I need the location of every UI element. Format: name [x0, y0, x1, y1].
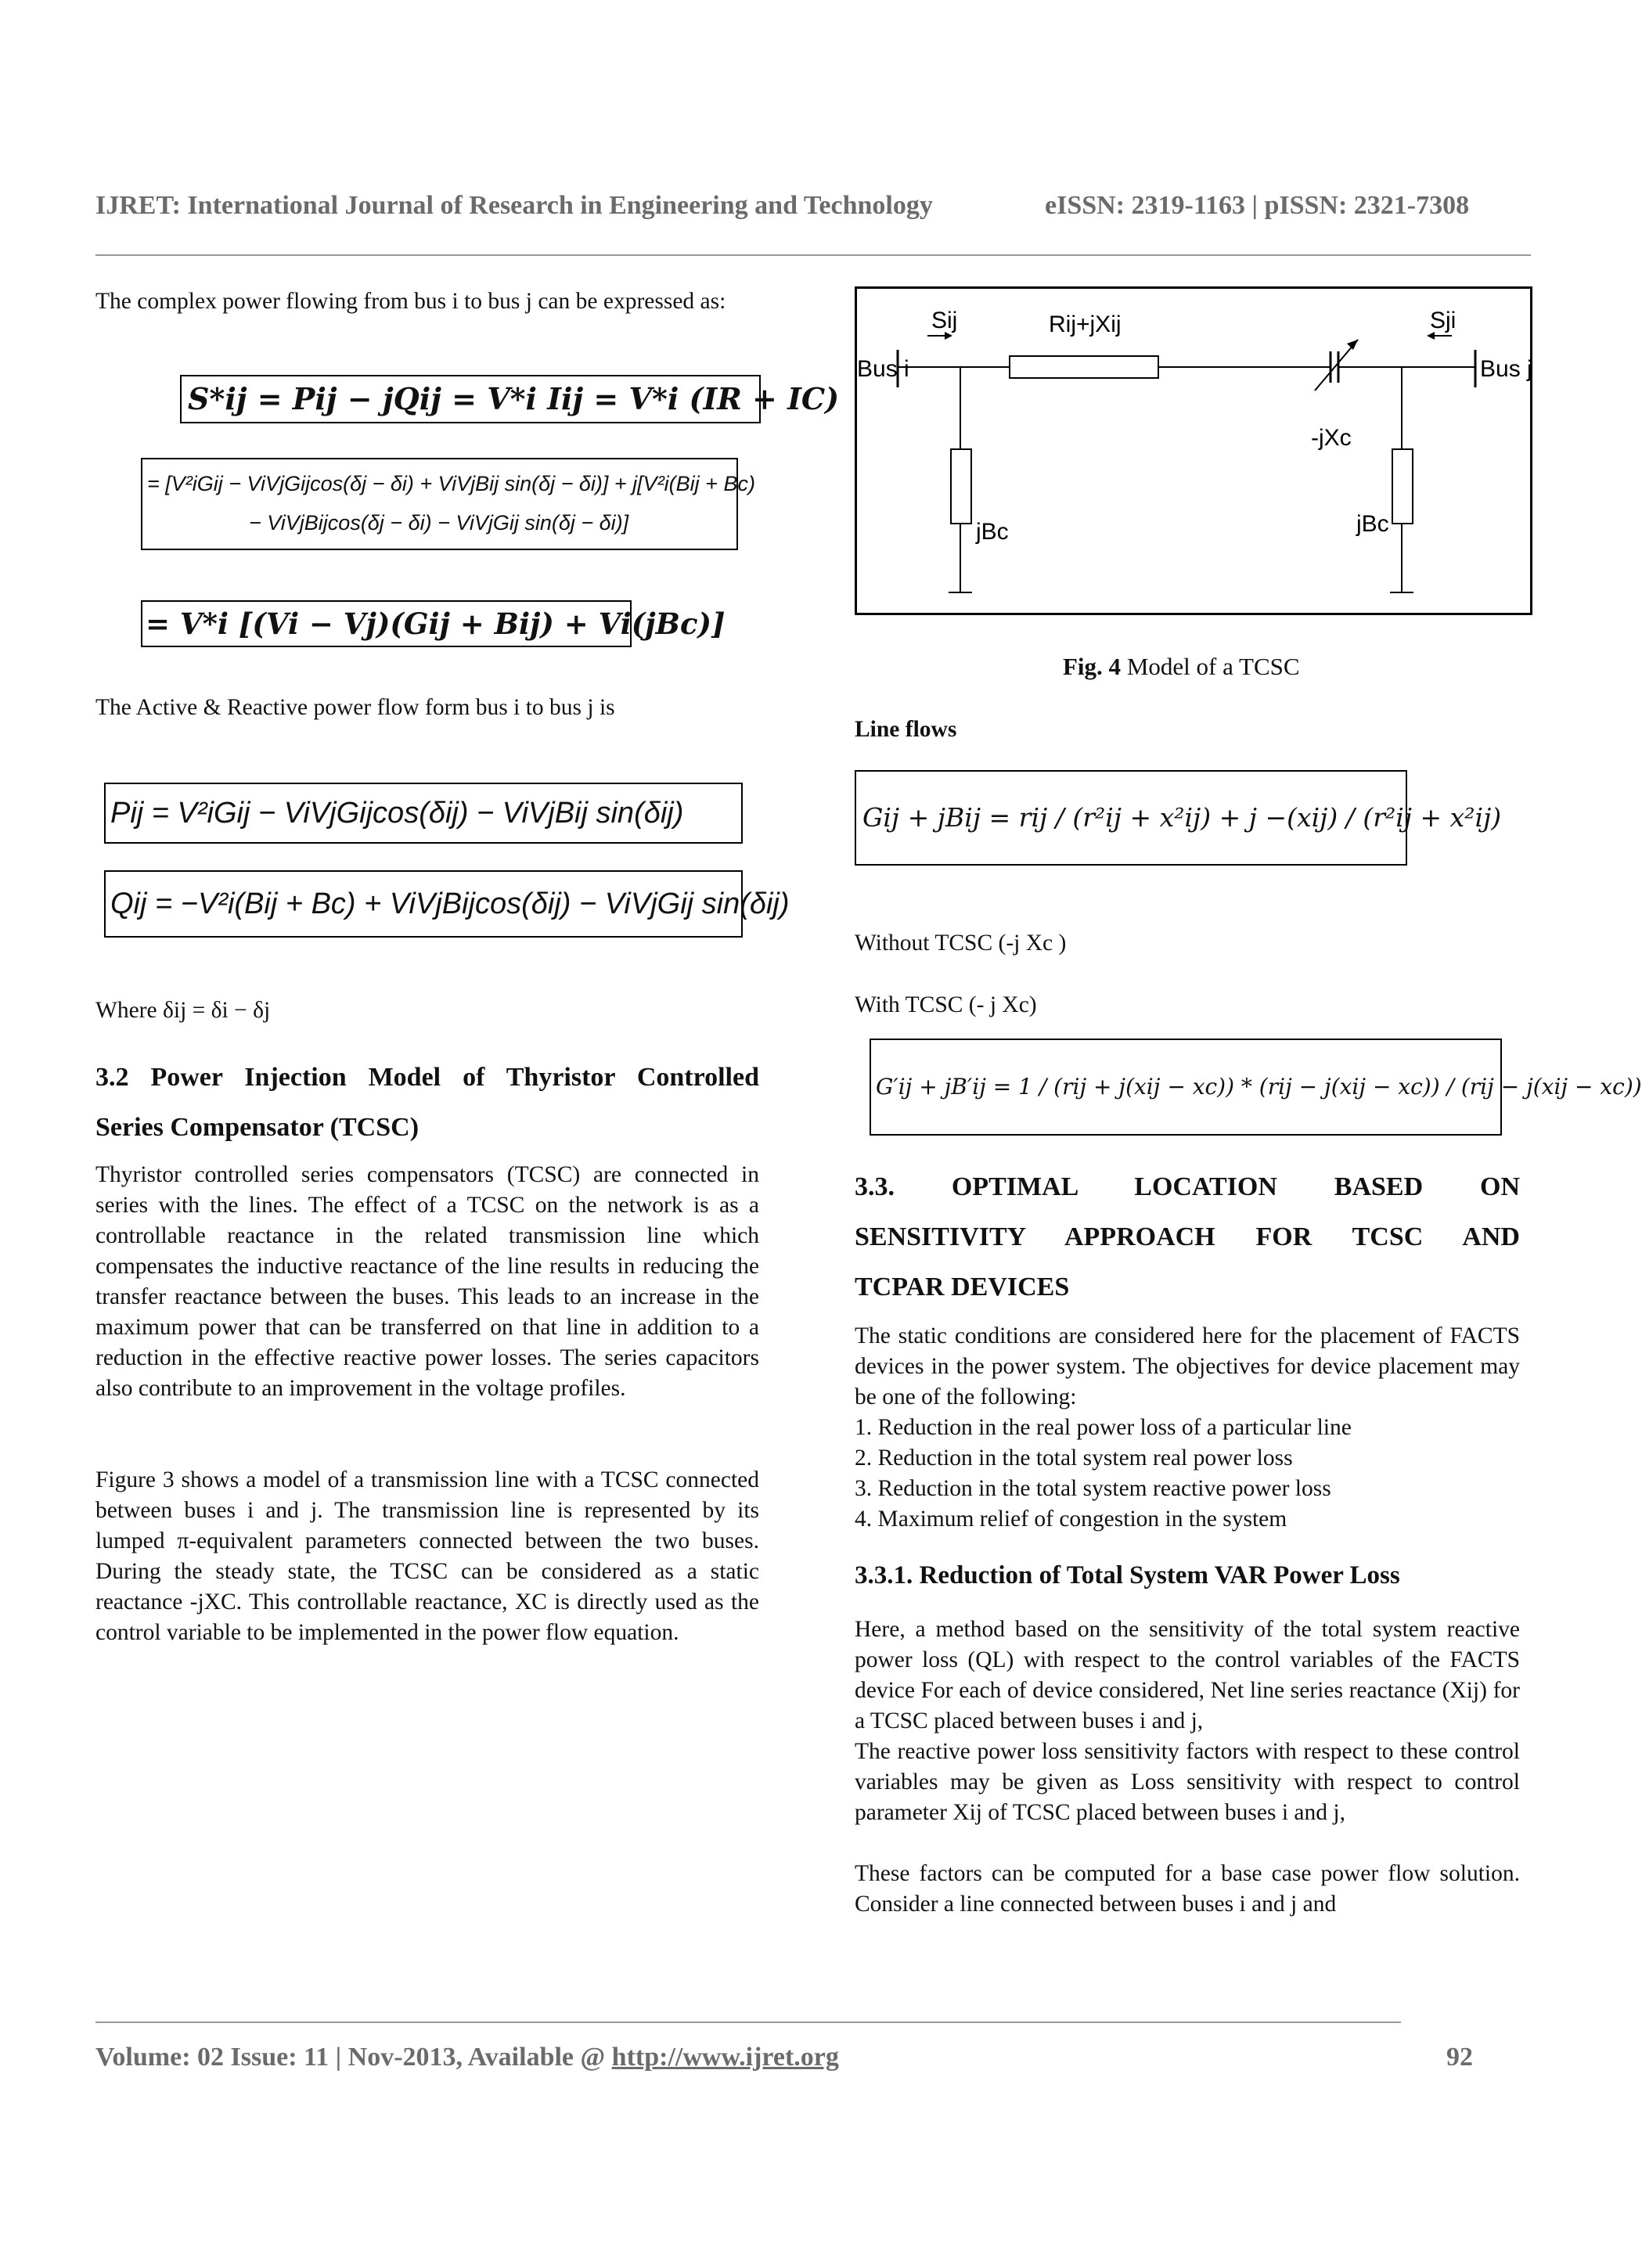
- label-jbc-right: jBc: [1356, 511, 1389, 537]
- where-delta: Where δij = δi − δj: [95, 998, 271, 1023]
- footer-volume: Volume: 02 Issue: 11 | Nov-2013, Available @: [95, 2043, 612, 2072]
- without-tcsc: Without TCSC (-j Xc ): [855, 931, 1067, 956]
- running-header: [95, 191, 1512, 221]
- journal-title: IJRET: International Journal of Research in Engineering and Technology: [95, 191, 933, 220]
- label-jxc: -jXc: [1311, 425, 1352, 451]
- list-item: 4. Maximum relief of congestion in the system: [855, 1507, 1287, 1532]
- equation-complex-power: S*ij = Pij − jQij = V*i Iij = V*i (IR + IC): [180, 375, 761, 423]
- label-bus-i: Bus i: [857, 356, 909, 382]
- issn: eISSN: 2319-1163 | pISSN: 2321-7308: [1045, 191, 1470, 220]
- equation-active-power: Pij = V²iGij − ViVjGijcos(δij) − ViVjBij sin(δij): [104, 783, 743, 844]
- equation-expanded-line2: − ViVjBijcos(δj − δi) − ViVjGij sin(δj − δi)]: [249, 511, 629, 535]
- equation-tcsc-admittance: G′ij + jB′ij = 1 / (rij + j(xij − xc)) * (rij − j(xij − xc)) / (rij − j(xij − xc)): [870, 1039, 1502, 1136]
- label-sij: Sij: [931, 308, 958, 333]
- paragraph-sensitivity: Here, a method based on the sensitivity of the total system reactive power loss (QL) with respect to the control variables of the FACTS device For each of device considered, Net line series reactance (Xij) for a TCSC placed between buses i and j, The reactive power loss sensitivity factors with respect to these control variables may be given as Loss sensitivity with respect to control parameter Xij of TCSC placed between buses i and j, These factors can be computed for a base case power flow solution. Consider a line connected between buses i and j and: [855, 1617, 1520, 1917]
- paragraph-tcsc-intro: Thyristor controlled series compensators (TCSC) are connected in series with the lines. The effect of a TCSC on the network is as a controllable reactance in the related transmission line which compensates the inductive reactance of the line results in reducing the transfer reactance between the buses. This leads to an increase in the maximum power that can be transferred on that line in addition to a reduction in the effective reactive power losses. The series capacitors also contribute to an improvement in the voltage profiles.: [95, 1162, 759, 1401]
- label-bus-j: Bus j: [1480, 356, 1532, 382]
- section-3-2-heading: 3.2 Power Injection Model of Thyristor Controlled Series Compensator (TCSC): [95, 1063, 759, 1142]
- paragraph-complex-power: The complex power flowing from bus i to bus j can be expressed as:: [95, 289, 726, 314]
- equation-expanded-line1: = [V²iGij − ViVjGijcos(δj − δi) + ViVjBij sin(δj − δi)] + j[V²i(Bij + Bc): [147, 472, 755, 495]
- label-jbc-left: jBc: [976, 519, 1009, 545]
- equation-reactive-power: Qij = −V²i(Bij + Bc) + ViVjBijcos(δij) − ViVjGij sin(δij): [104, 870, 743, 938]
- list-item: 2. Reduction in the total system real power loss: [855, 1445, 1293, 1471]
- paragraph-figure-3: Figure 3 shows a model of a transmission line with a TCSC connected between buses i and j. The transmission line is represented by its lumped π-equivalent parameters connected between the two buses. During the steady state, the TCSC can be considered as a static reactance -jXC. This controllable reactance, XC is directly used as the control variable to be implemented in the power flow equation.: [95, 1467, 759, 1645]
- footer-rule: [95, 2021, 1401, 2023]
- paragraph-static-conditions: The static conditions are considered here for the placement of FACTS devices in the power system. The objectives for device placement may be one of the following: 1. Reduction in the real power loss of a particular line 2. Reduction in the total system real power loss 3. Reduction in the total system reactive power loss 4. Maximum relief of congestion in the system: [855, 1321, 1520, 1535]
- label-sji: Sji: [1430, 308, 1457, 333]
- header-rule: [95, 254, 1531, 256]
- tcsc-model-figure: [855, 286, 1532, 615]
- label-impedance: Rij+jXij: [1049, 311, 1122, 337]
- paragraph-flow-intro: The Active & Reactive power flow form bus i to bus j is: [95, 695, 615, 720]
- page-number: 92: [1446, 2043, 1473, 2072]
- with-tcsc: With TCSC (- j Xc): [855, 992, 1037, 1017]
- line-flows-label: Line flows: [855, 717, 957, 742]
- section-3-3-1-heading: 3.3.1. Reduction of Total System VAR Power Loss: [855, 1561, 1400, 1589]
- journal-link[interactable]: http://www.ijret.org: [611, 2043, 839, 2072]
- equation-simplified: = V*i [(Vi − Vj)(Gij + Bij) + Vi(jBc)]: [141, 600, 632, 647]
- equation-expanded: [141, 458, 755, 550]
- objectives-list: [855, 1413, 1520, 1535]
- list-item: 3. Reduction in the total system reactive power loss: [855, 1476, 1331, 1501]
- figure-caption: Fig. 4 Model of a TCSC: [1063, 653, 1300, 680]
- footer: [95, 2043, 839, 2072]
- list-item: 1. Reduction in the real power loss of a particular line: [855, 1415, 1352, 1440]
- equation-line-admittance: Gij + jBij = rij / (r²ij + x²ij) + j −(xij) / (r²ij + x²ij): [855, 770, 1407, 866]
- section-3-3-heading: 3.3. OPTIMAL LOCATION BASED ON SENSITIVITY APPROACH FOR TCSC AND TCPAR DEVICES: [855, 1172, 1520, 1301]
